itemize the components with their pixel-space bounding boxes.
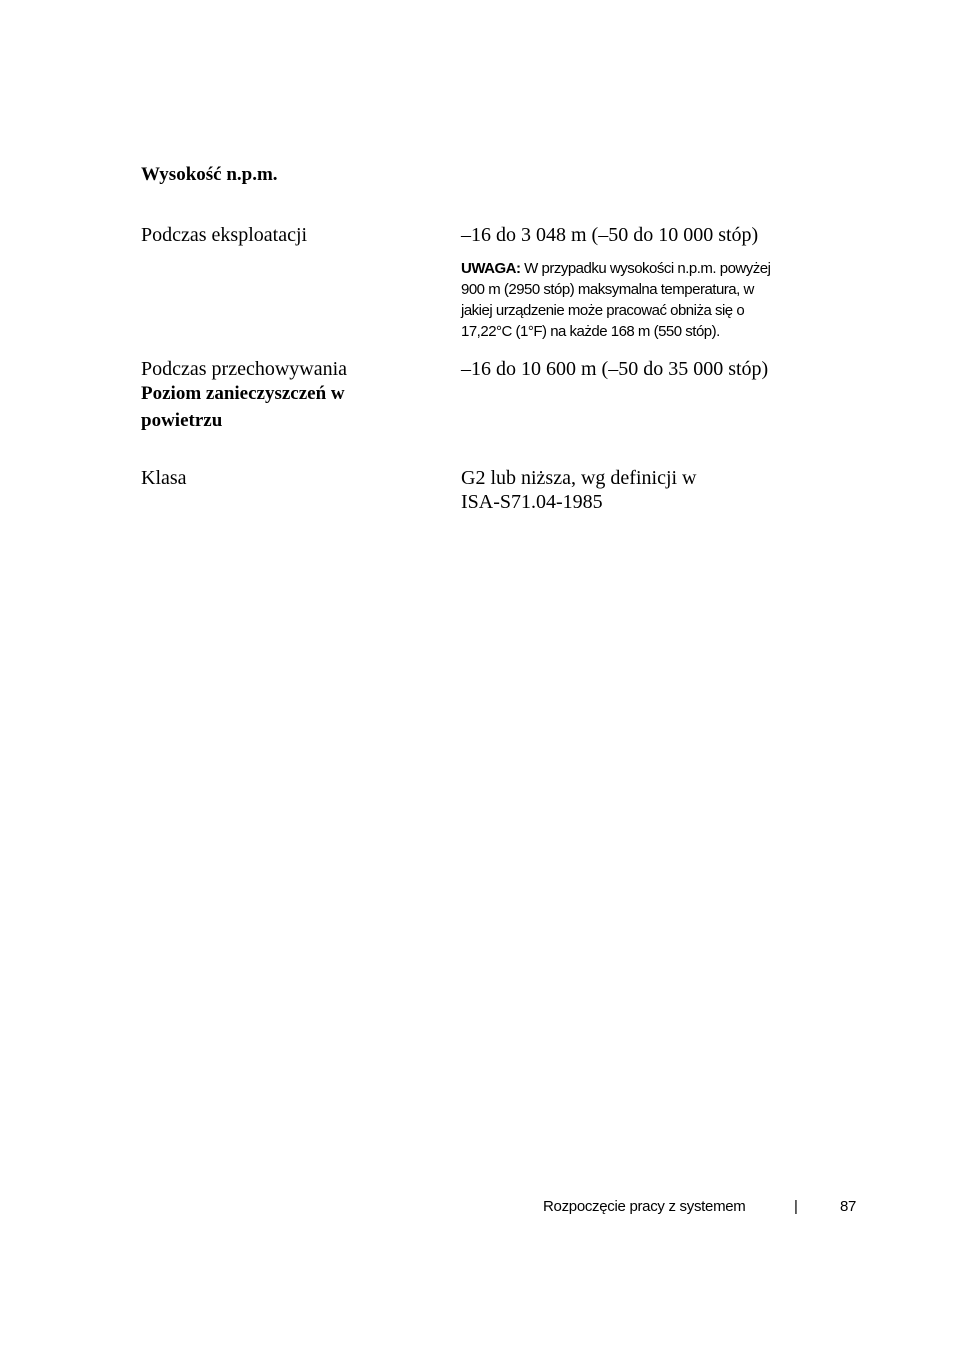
value-operating: –16 do 3 048 m (–50 do 10 000 stóp)	[461, 224, 759, 246]
value-storage: –16 do 10 600 m (–50 do 35 000 stóp)	[461, 358, 769, 380]
section-title-contamination-line-2: powietrzu	[141, 410, 223, 431]
footer-page-number: 87	[840, 1198, 857, 1215]
label-operating: Podczas eksploatacji	[141, 224, 308, 246]
note-line-3: jakiej urządzenie może pracować obniża się o	[461, 302, 745, 319]
note-prefix: UWAGA:	[461, 260, 521, 277]
label-storage: Podczas przechowywania	[141, 358, 348, 380]
note-line-4: 17,22°C (1°F) na każde 168 m (550 stóp).	[461, 323, 720, 340]
value-class-line-2: ISA-S71.04-1985	[461, 491, 603, 513]
note-line-1	[461, 258, 841, 279]
section-title-altitude: Wysokość n.p.m.	[141, 164, 278, 185]
note-line-2: 900 m (2950 stóp) maksymalna temperatura, w	[461, 281, 754, 298]
section-title-contamination-line-1: Poziom zanieczyszczeń w	[141, 383, 345, 404]
note-block	[461, 258, 841, 342]
note-text-1: W przypadku wysokości n.p.m. powyżej	[520, 260, 771, 277]
label-class: Klasa	[141, 467, 187, 489]
footer-separator: |	[794, 1198, 798, 1215]
footer-section-name: Rozpoczęcie pracy z systemem	[543, 1198, 746, 1215]
value-class-line-1: G2 lub niższa, wg definicji w	[461, 467, 697, 489]
